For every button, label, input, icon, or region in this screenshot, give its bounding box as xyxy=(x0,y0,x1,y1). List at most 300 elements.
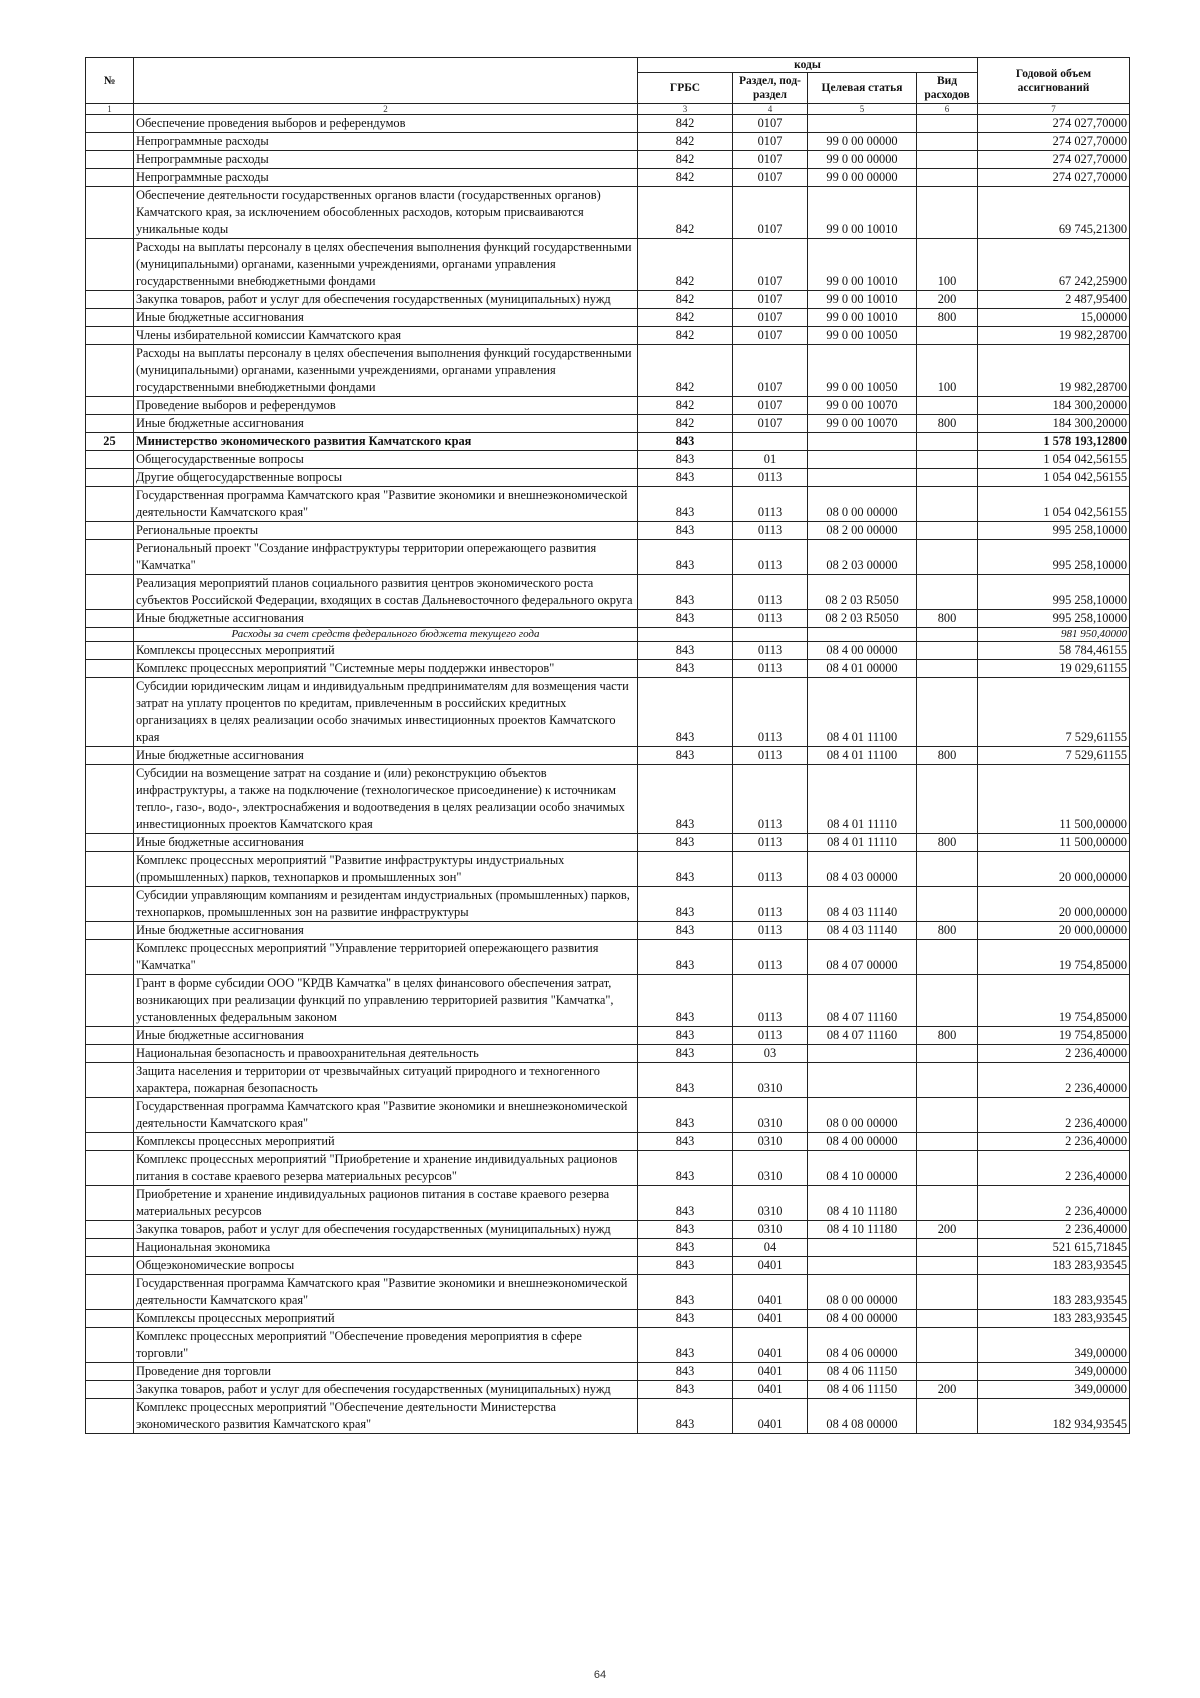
table-row xyxy=(86,1399,1130,1434)
row-number xyxy=(86,540,134,575)
row-number xyxy=(86,522,134,540)
row-vid: 200 xyxy=(917,1221,978,1239)
row-razdel: 0107 xyxy=(733,115,808,133)
row-vid xyxy=(917,678,978,747)
row-celevaya: 08 4 01 11100 xyxy=(808,747,917,765)
row-celevaya: 08 4 06 11150 xyxy=(808,1363,917,1381)
row-name: Проведение выборов и референдумов xyxy=(134,397,638,415)
row-grbs: 843 xyxy=(638,1310,733,1328)
row-number xyxy=(86,133,134,151)
row-sum: 2 236,40000 xyxy=(978,1151,1130,1186)
row-vid xyxy=(917,187,978,239)
row-celevaya: 08 4 03 11140 xyxy=(808,887,917,922)
row-name: Национальная безопасность и правоохранительная деятельность xyxy=(134,1045,638,1063)
row-grbs: 843 xyxy=(638,975,733,1027)
row-grbs: 843 xyxy=(638,540,733,575)
table-row xyxy=(86,660,1130,678)
row-vid xyxy=(917,540,978,575)
row-razdel: 0107 xyxy=(733,133,808,151)
row-number xyxy=(86,1275,134,1310)
row-razdel: 0113 xyxy=(733,747,808,765)
table-row xyxy=(86,151,1130,169)
row-grbs: 843 xyxy=(638,1257,733,1275)
row-number xyxy=(86,1239,134,1257)
row-name: Государственная программа Камчатского края "Развитие экономики и внешнеэкономической деятельности Камчатского края" xyxy=(134,1275,638,1310)
row-razdel: 0107 xyxy=(733,397,808,415)
row-name: Иные бюджетные ассигнования xyxy=(134,747,638,765)
row-name: Иные бюджетные ассигнования xyxy=(134,922,638,940)
row-sum: 1 054 042,56155 xyxy=(978,451,1130,469)
row-celevaya: 08 4 07 00000 xyxy=(808,940,917,975)
header-volume: Годовой объем ассигнований xyxy=(978,58,1130,104)
row-celevaya: 08 4 07 11160 xyxy=(808,975,917,1027)
row-name: Министерство экономического развития Камчатского края xyxy=(134,433,638,451)
row-name: Закупка товаров, работ и услуг для обеспечения государственных (муниципальных) нужд xyxy=(134,1381,638,1399)
row-sum: 2 236,40000 xyxy=(978,1133,1130,1151)
row-grbs: 842 xyxy=(638,115,733,133)
table-row xyxy=(86,940,1130,975)
row-razdel: 0107 xyxy=(733,415,808,433)
row-razdel: 0113 xyxy=(733,469,808,487)
row-razdel: 0107 xyxy=(733,291,808,309)
row-razdel: 0107 xyxy=(733,187,808,239)
row-number xyxy=(86,940,134,975)
row-vid xyxy=(917,487,978,522)
row-celevaya: 08 4 00 00000 xyxy=(808,1310,917,1328)
row-vid xyxy=(917,765,978,834)
row-name: Региональный проект "Создание инфраструктуры территории опережающего развития "Камчатка" xyxy=(134,540,638,575)
row-razdel: 0113 xyxy=(733,642,808,660)
table-row xyxy=(86,291,1130,309)
row-vid xyxy=(917,115,978,133)
row-name: Комплекс процессных мероприятий "Управление территорией опережающего развития "Камчатка" xyxy=(134,940,638,975)
colnum: 2 xyxy=(134,104,638,115)
row-vid xyxy=(917,433,978,451)
row-razdel xyxy=(733,628,808,642)
row-celevaya: 08 2 00 00000 xyxy=(808,522,917,540)
row-vid xyxy=(917,169,978,187)
row-sum: 11 500,00000 xyxy=(978,765,1130,834)
row-celevaya: 08 4 06 00000 xyxy=(808,1328,917,1363)
row-grbs: 842 xyxy=(638,291,733,309)
row-razdel: 0401 xyxy=(733,1381,808,1399)
row-vid xyxy=(917,1151,978,1186)
row-razdel: 0401 xyxy=(733,1399,808,1434)
row-grbs: 843 xyxy=(638,922,733,940)
header-razdel: Раздел, под-раздел xyxy=(733,73,808,104)
table-row xyxy=(86,169,1130,187)
row-vid xyxy=(917,469,978,487)
row-celevaya xyxy=(808,1257,917,1275)
row-vid xyxy=(917,1328,978,1363)
row-sum: 349,00000 xyxy=(978,1328,1130,1363)
colnum: 1 xyxy=(86,104,134,115)
row-celevaya: 08 4 08 00000 xyxy=(808,1399,917,1434)
row-vid xyxy=(917,397,978,415)
row-vid xyxy=(917,522,978,540)
row-razdel: 0310 xyxy=(733,1186,808,1221)
table-row xyxy=(86,1381,1130,1399)
row-celevaya: 08 4 01 00000 xyxy=(808,660,917,678)
page-number: 64 xyxy=(593,1669,607,1681)
row-grbs: 842 xyxy=(638,309,733,327)
row-number xyxy=(86,765,134,834)
row-number xyxy=(86,1221,134,1239)
row-sum: 995 258,10000 xyxy=(978,522,1130,540)
row-vid xyxy=(917,852,978,887)
row-grbs: 842 xyxy=(638,187,733,239)
row-razdel: 0401 xyxy=(733,1328,808,1363)
row-grbs: 843 xyxy=(638,678,733,747)
row-razdel: 0113 xyxy=(733,487,808,522)
row-razdel: 0107 xyxy=(733,239,808,291)
table-row xyxy=(86,1239,1130,1257)
row-name: Комплексы процессных мероприятий xyxy=(134,1310,638,1328)
row-sum: 274 027,70000 xyxy=(978,151,1130,169)
colnum: 6 xyxy=(917,104,978,115)
row-number xyxy=(86,922,134,940)
row-celevaya xyxy=(808,433,917,451)
row-razdel: 0113 xyxy=(733,834,808,852)
row-celevaya: 08 4 07 11160 xyxy=(808,1027,917,1045)
row-celevaya: 99 0 00 00000 xyxy=(808,133,917,151)
row-sum: 183 283,93545 xyxy=(978,1310,1130,1328)
row-celevaya: 08 2 03 R5050 xyxy=(808,610,917,628)
row-number xyxy=(86,1151,134,1186)
row-razdel: 0113 xyxy=(733,575,808,610)
table-row xyxy=(86,1027,1130,1045)
row-grbs xyxy=(638,628,733,642)
row-celevaya xyxy=(808,469,917,487)
row-sum: 11 500,00000 xyxy=(978,834,1130,852)
row-sum: 20 000,00000 xyxy=(978,887,1130,922)
table-row xyxy=(86,540,1130,575)
row-name: Национальная экономика xyxy=(134,1239,638,1257)
row-razdel: 0310 xyxy=(733,1221,808,1239)
row-vid: 200 xyxy=(917,291,978,309)
row-vid xyxy=(917,575,978,610)
table-row xyxy=(86,610,1130,628)
row-number xyxy=(86,1098,134,1133)
row-vid: 800 xyxy=(917,309,978,327)
row-vid xyxy=(917,1399,978,1434)
row-razdel: 0107 xyxy=(733,309,808,327)
row-razdel: 0113 xyxy=(733,922,808,940)
row-number xyxy=(86,327,134,345)
row-celevaya: 08 0 00 00000 xyxy=(808,1275,917,1310)
row-grbs: 843 xyxy=(638,1221,733,1239)
table-row xyxy=(86,747,1130,765)
row-vid: 800 xyxy=(917,1027,978,1045)
row-razdel: 0113 xyxy=(733,887,808,922)
row-vid xyxy=(917,1363,978,1381)
row-number xyxy=(86,628,134,642)
row-celevaya: 08 4 06 11150 xyxy=(808,1381,917,1399)
row-razdel: 04 xyxy=(733,1239,808,1257)
row-vid: 800 xyxy=(917,922,978,940)
table-row xyxy=(86,415,1130,433)
row-celevaya: 99 0 00 10070 xyxy=(808,397,917,415)
row-grbs: 843 xyxy=(638,1275,733,1310)
row-name: Защита населения и территории от чрезвычайных ситуаций природного и техногенного характера, пожарная безопасность xyxy=(134,1063,638,1098)
row-number xyxy=(86,975,134,1027)
row-razdel: 0310 xyxy=(733,1098,808,1133)
row-vid xyxy=(917,1310,978,1328)
table-row xyxy=(86,834,1130,852)
row-razdel: 0310 xyxy=(733,1063,808,1098)
row-number xyxy=(86,115,134,133)
table-row xyxy=(86,1151,1130,1186)
row-razdel: 0107 xyxy=(733,151,808,169)
row-number xyxy=(86,852,134,887)
row-razdel: 0113 xyxy=(733,852,808,887)
row-name: Государственная программа Камчатского края "Развитие экономики и внешнеэкономической деятельности Камчатского края" xyxy=(134,487,638,522)
row-name: Субсидии юридическим лицам и индивидуальным предпринимателям для возмещения части затрат на уплату процентов по кредитам, привлеченным в российских кредитных организациях в целях реализации особо значимых инвестиционных проектов Камчатского края xyxy=(134,678,638,747)
row-celevaya: 08 4 01 11110 xyxy=(808,765,917,834)
row-sum: 58 784,46155 xyxy=(978,642,1130,660)
row-grbs: 842 xyxy=(638,327,733,345)
row-celevaya: 08 4 10 11180 xyxy=(808,1221,917,1239)
table-row xyxy=(86,1328,1130,1363)
row-grbs: 843 xyxy=(638,575,733,610)
table-row xyxy=(86,1221,1130,1239)
row-number xyxy=(86,1045,134,1063)
table-row xyxy=(86,1133,1130,1151)
row-vid xyxy=(917,887,978,922)
row-sum: 349,00000 xyxy=(978,1381,1130,1399)
colnum: 4 xyxy=(733,104,808,115)
row-celevaya: 08 0 00 00000 xyxy=(808,1098,917,1133)
table-row xyxy=(86,115,1130,133)
row-razdel: 0107 xyxy=(733,327,808,345)
row-grbs: 842 xyxy=(638,151,733,169)
row-name: Закупка товаров, работ и услуг для обеспечения государственных (муниципальных) нужд xyxy=(134,291,638,309)
row-number xyxy=(86,660,134,678)
row-number xyxy=(86,169,134,187)
row-name: Региональные проекты xyxy=(134,522,638,540)
row-razdel: 0113 xyxy=(733,678,808,747)
row-vid xyxy=(917,628,978,642)
row-number xyxy=(86,642,134,660)
row-sum: 15,00000 xyxy=(978,309,1130,327)
row-grbs: 843 xyxy=(638,522,733,540)
row-celevaya: 99 0 00 10010 xyxy=(808,291,917,309)
row-grbs: 842 xyxy=(638,133,733,151)
table-row xyxy=(86,1063,1130,1098)
table-row xyxy=(86,922,1130,940)
row-name: Проведение дня торговли xyxy=(134,1363,638,1381)
row-vid xyxy=(917,327,978,345)
table-row xyxy=(86,852,1130,887)
row-grbs: 842 xyxy=(638,397,733,415)
row-sum: 183 283,93545 xyxy=(978,1257,1130,1275)
header-vid: Вид расходов xyxy=(917,73,978,104)
table-row xyxy=(86,642,1130,660)
table-row xyxy=(86,469,1130,487)
row-celevaya: 99 0 00 10010 xyxy=(808,239,917,291)
row-vid: 800 xyxy=(917,834,978,852)
row-sum: 19 029,61155 xyxy=(978,660,1130,678)
row-sum: 184 300,20000 xyxy=(978,397,1130,415)
row-celevaya: 99 0 00 10050 xyxy=(808,345,917,397)
row-sum: 1 578 193,12800 xyxy=(978,433,1130,451)
row-razdel: 0310 xyxy=(733,1133,808,1151)
row-sum: 19 754,85000 xyxy=(978,975,1130,1027)
row-sum: 20 000,00000 xyxy=(978,852,1130,887)
header-celevaya: Целевая статья xyxy=(808,73,917,104)
row-grbs: 843 xyxy=(638,1063,733,1098)
colnum: 3 xyxy=(638,104,733,115)
row-sum: 995 258,10000 xyxy=(978,610,1130,628)
row-grbs: 842 xyxy=(638,415,733,433)
row-sum: 521 615,71845 xyxy=(978,1239,1130,1257)
row-grbs: 843 xyxy=(638,1133,733,1151)
row-sum: 182 934,93545 xyxy=(978,1399,1130,1434)
row-razdel: 0401 xyxy=(733,1275,808,1310)
row-razdel: 01 xyxy=(733,451,808,469)
row-razdel: 0113 xyxy=(733,1027,808,1045)
row-celevaya: 08 4 03 11140 xyxy=(808,922,917,940)
row-vid xyxy=(917,660,978,678)
table-row xyxy=(86,1045,1130,1063)
row-sum: 67 242,25900 xyxy=(978,239,1130,291)
row-sum: 1 054 042,56155 xyxy=(978,487,1130,522)
row-grbs: 842 xyxy=(638,345,733,397)
row-name: Грант в форме субсидии ООО "КРДВ Камчатка" в целях финансового обеспечения затрат, возникающих при реализации функций по управлению территорией развития "Камчатка", установленных федеральным законом xyxy=(134,975,638,1027)
row-vid xyxy=(917,1063,978,1098)
row-number xyxy=(86,1399,134,1434)
row-number xyxy=(86,1257,134,1275)
row-number xyxy=(86,678,134,747)
row-vid xyxy=(917,133,978,151)
row-number xyxy=(86,239,134,291)
row-vid xyxy=(917,642,978,660)
row-celevaya: 99 0 00 00000 xyxy=(808,169,917,187)
row-razdel xyxy=(733,433,808,451)
table-row xyxy=(86,1310,1130,1328)
row-celevaya: 08 4 10 00000 xyxy=(808,1151,917,1186)
row-grbs: 843 xyxy=(638,852,733,887)
row-number xyxy=(86,397,134,415)
row-sum: 69 745,21300 xyxy=(978,187,1130,239)
row-razdel: 0107 xyxy=(733,169,808,187)
row-celevaya: 99 0 00 10010 xyxy=(808,187,917,239)
row-celevaya xyxy=(808,451,917,469)
row-grbs: 843 xyxy=(638,1328,733,1363)
row-number xyxy=(86,887,134,922)
row-number xyxy=(86,610,134,628)
row-number xyxy=(86,575,134,610)
row-number xyxy=(86,151,134,169)
row-name: Общеэкономические вопросы xyxy=(134,1257,638,1275)
row-name: Обеспечение деятельности государственных органов власти (государственных органов) Камчатского края, за исключением обособленных расходов, которым присваиваются уникальные коды xyxy=(134,187,638,239)
table-body xyxy=(86,115,1130,1434)
row-name: Комплексы процессных мероприятий xyxy=(134,1133,638,1151)
header-name xyxy=(134,58,638,104)
budget-table-container xyxy=(85,57,1129,1434)
row-vid: 800 xyxy=(917,747,978,765)
row-razdel: 03 xyxy=(733,1045,808,1063)
row-razdel: 0113 xyxy=(733,610,808,628)
row-sum: 20 000,00000 xyxy=(978,922,1130,940)
row-razdel: 0107 xyxy=(733,345,808,397)
row-celevaya: 99 0 00 10070 xyxy=(808,415,917,433)
row-grbs: 843 xyxy=(638,642,733,660)
row-name: Расходы на выплаты персоналу в целях обеспечения выполнения функций государственными (муниципальными) органами, казенными учреждениями, органами управления государственными внебюджетными фондами xyxy=(134,239,638,291)
row-number xyxy=(86,1310,134,1328)
header-codes: коды xyxy=(638,58,978,73)
row-number xyxy=(86,345,134,397)
row-name: Иные бюджетные ассигнования xyxy=(134,309,638,327)
row-number xyxy=(86,1328,134,1363)
row-grbs: 843 xyxy=(638,451,733,469)
row-sum: 981 950,40000 xyxy=(978,628,1130,642)
row-name: Комплекс процессных мероприятий "Обеспечение проведения мероприятия в сфере торговли" xyxy=(134,1328,638,1363)
row-sum: 2 236,40000 xyxy=(978,1186,1130,1221)
row-sum: 2 236,40000 xyxy=(978,1045,1130,1063)
row-name: Субсидии управляющим компаниям и резидентам индустриальных (промышленных) парков, технопарков, промышленных зон на развитие инфраструктуры xyxy=(134,887,638,922)
table-row xyxy=(86,975,1130,1027)
row-grbs: 843 xyxy=(638,1151,733,1186)
row-number xyxy=(86,747,134,765)
row-number xyxy=(86,487,134,522)
row-celevaya: 08 4 00 00000 xyxy=(808,1133,917,1151)
row-name: Расходы на выплаты персоналу в целях обеспечения выполнения функций государственными (муниципальными) органами, казенными учреждениями, органами управления государственными внебюджетными фондами xyxy=(134,345,638,397)
row-name: Непрограммные расходы xyxy=(134,169,638,187)
table-row xyxy=(86,487,1130,522)
row-name: Приобретение и хранение индивидуальных рационов питания в составе краевого резерва материальных ресурсов xyxy=(134,1186,638,1221)
row-name: Обеспечение проведения выборов и референдумов xyxy=(134,115,638,133)
row-name: Реализация мероприятий планов социального развития центров экономического роста субъектов Российской Федерации, входящих в состав Дальневосточного федерального округа xyxy=(134,575,638,610)
row-razdel: 0401 xyxy=(733,1310,808,1328)
row-number xyxy=(86,1186,134,1221)
row-vid xyxy=(917,1186,978,1221)
row-name: Расходы за счет средств федерального бюджета текущего года xyxy=(134,628,638,642)
table-row xyxy=(86,628,1130,642)
colnum: 7 xyxy=(978,104,1130,115)
row-sum: 274 027,70000 xyxy=(978,133,1130,151)
row-celevaya: 08 0 00 00000 xyxy=(808,487,917,522)
row-number xyxy=(86,469,134,487)
row-vid xyxy=(917,1098,978,1133)
row-grbs: 843 xyxy=(638,1186,733,1221)
row-vid xyxy=(917,151,978,169)
row-grbs: 843 xyxy=(638,1045,733,1063)
table-row xyxy=(86,887,1130,922)
row-sum: 19 982,28700 xyxy=(978,345,1130,397)
row-vid: 100 xyxy=(917,345,978,397)
table-row xyxy=(86,397,1130,415)
row-celevaya: 08 2 03 00000 xyxy=(808,540,917,575)
row-number xyxy=(86,1133,134,1151)
row-vid: 100 xyxy=(917,239,978,291)
row-razdel: 0113 xyxy=(733,660,808,678)
row-grbs: 843 xyxy=(638,1363,733,1381)
table-row xyxy=(86,433,1130,451)
row-name: Непрограммные расходы xyxy=(134,133,638,151)
row-name: Иные бюджетные ассигнования xyxy=(134,610,638,628)
row-razdel: 0113 xyxy=(733,522,808,540)
row-sum: 274 027,70000 xyxy=(978,115,1130,133)
row-grbs: 843 xyxy=(638,433,733,451)
row-grbs: 843 xyxy=(638,1098,733,1133)
row-name: Субсидии на возмещение затрат на создание и (или) реконструкцию объектов инфраструктуры, а также на подключение (технологическое присоединение) к источникам тепло-, газо-, водо-, электроснабжения и водоотведения в целях реализации особо значимых инвестиционных проектов Камчатского края xyxy=(134,765,638,834)
row-sum: 183 283,93545 xyxy=(978,1275,1130,1310)
table-row xyxy=(86,1257,1130,1275)
row-celevaya: 99 0 00 00000 xyxy=(808,151,917,169)
row-sum: 184 300,20000 xyxy=(978,415,1130,433)
row-sum: 1 054 042,56155 xyxy=(978,469,1130,487)
